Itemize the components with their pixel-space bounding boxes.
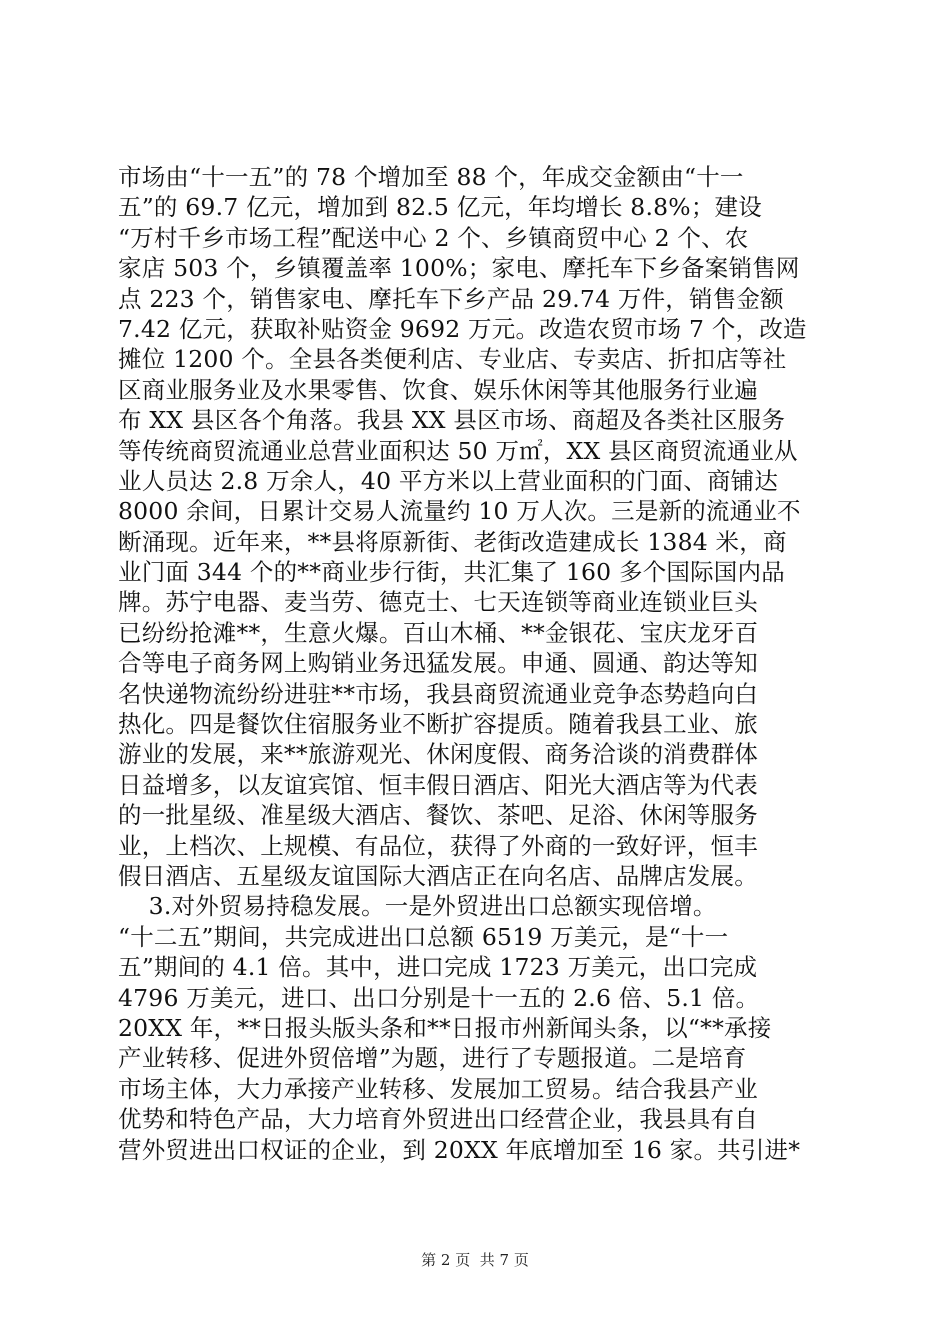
text-line: 已纷纷抢滩**，生意火爆。百山木桶、**金银花、宝庆龙牙百 — [118, 618, 759, 647]
text-line: 日益增多，以友谊宾馆、恒丰假日酒店、阳光大酒店等为代表 — [118, 770, 758, 799]
text-line: 点 223 个，销售家电、摩托车下乡产品 29.74 万件，销售金额 — [118, 284, 784, 313]
text-line: 等传统商贸流通业总营业面积达 50 万㎡，XX 县区商贸流通业从 — [118, 436, 798, 465]
text-line: 优势和特色产品，大力培育外贸进出口经营企业，我县具有自 — [118, 1105, 758, 1134]
text-line: 五”的 69.7 亿元，增加到 82.5 亿元，年均增长 8.8%；建设 — [118, 193, 762, 222]
text-line: 市场主体，大力承接产业转移、发展加工贸易。结合我县产业 — [118, 1074, 758, 1103]
text-line: “万村千乡市场工程”配送中心 2 个、乡镇商贸中心 2 个、农 — [118, 223, 749, 252]
text-line: 的一批星级、准星级大酒店、餐饮、茶吧、足浴、休闲等服务 — [118, 801, 758, 830]
text-line: 摊位 1200 个。全县各类便利店、专业店、专卖店、折扣店等社 — [118, 345, 787, 374]
text-line: 营外贸进出口权证的企业，到 20XX 年底增加至 16 家。共引进* — [118, 1135, 801, 1164]
text-line: 业人员达 2.8 万余人，40 平方米以上营业面积的门面、商铺达 — [118, 466, 779, 495]
text-line: 家店 503 个，乡镇覆盖率 100%；家电、摩托车下乡备案销售网 — [118, 254, 800, 283]
text-line: 游业的发展，来**旅游观光、休闲度假、商务洽谈的消费群体 — [118, 740, 759, 769]
page-number-label: 第 2 页 共 7 页 — [421, 1251, 529, 1269]
body-text — [118, 162, 838, 1165]
text-line: 五”期间的 4.1 倍。其中，进口完成 1723 万美元，出口完成 — [118, 953, 758, 982]
page-footer — [0, 1249, 950, 1270]
text-line: 7.42 亿元，获取补贴资金 9692 万元。改造农贸市场 7 个，改造 — [118, 314, 807, 343]
text-line: 3.对外贸易持稳发展。一是外贸进出口总额实现倍增。 — [118, 892, 717, 921]
text-line: 产业转移、促进外贸倍增”为题，进行了专题报道。二是培育 — [118, 1044, 747, 1073]
text-line: 20XX 年，**日报头版头条和**日报市州新闻头条，以“**承接 — [118, 1013, 772, 1042]
text-line: 名快递物流纷纷进驻**市场，我县商贸流通业竞争态势趋向白 — [118, 679, 759, 708]
text-line: 合等电子商务网上购销业务迅猛发展。申通、圆通、韵达等知 — [118, 649, 758, 678]
text-line: 牌。苏宁电器、麦当劳、德克士、七天连锁等商业连锁业巨头 — [118, 588, 758, 617]
text-line: 热化。四是餐饮住宿服务业不断扩容提质。随着我县工业、旅 — [118, 710, 758, 739]
text-line: 业门面 344 个的**商业步行街，共汇集了 160 多个国际国内品 — [118, 558, 785, 587]
text-line: 断涌现。近年来，**县将原新街、老街改造建成长 1384 米，商 — [118, 527, 787, 556]
text-line: 4796 万美元，进口、出口分别是十一五的 2.6 倍、5.1 倍。 — [118, 983, 760, 1012]
text-line: 区商业服务业及水果零售、饮食、娱乐休闲等其他服务行业遍 — [118, 375, 758, 404]
text-line: 业，上档次、上规模、有品位，获得了外商的一致好评，恒丰 — [118, 831, 758, 860]
text-line: “十二五”期间，共完成进出口总额 6519 万美元，是“十一 — [118, 922, 729, 951]
text-line: 假日酒店、五星级友谊国际大酒店正在向名店、品牌店发展。 — [118, 861, 758, 890]
text-line: 布 XX 县区各个角落。我县 XX 县区市场、商超及各类社区服务 — [118, 406, 786, 435]
text-line: 市场由“十一五”的 78 个增加至 88 个，年成交金额由“十一 — [118, 163, 744, 191]
text-line: 8000 余间，日累计交易人流量约 10 万人次。三是新的流通业不 — [118, 497, 801, 526]
